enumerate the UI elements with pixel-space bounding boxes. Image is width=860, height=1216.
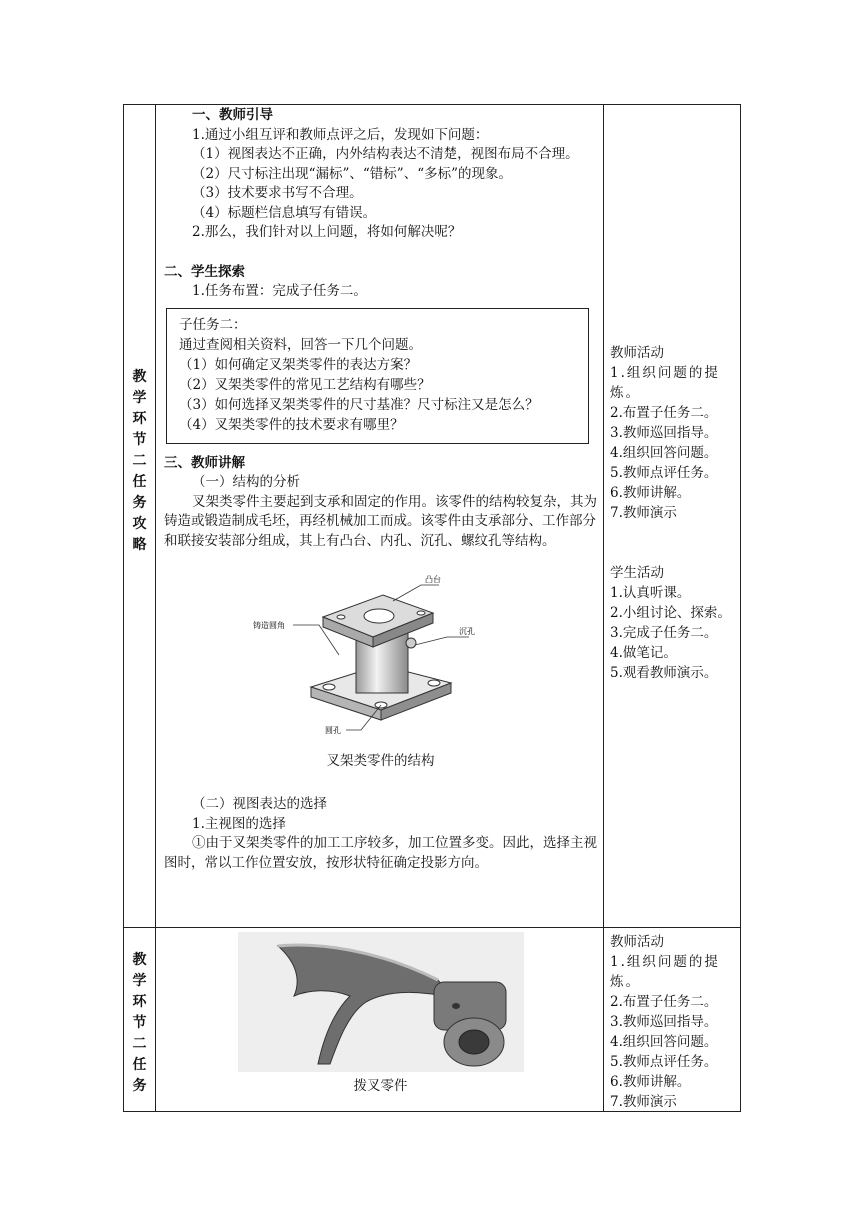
table-row: [124, 105, 740, 928]
lesson-table: [123, 104, 741, 1112]
content-cell: [156, 105, 604, 927]
list-item: 3.教师巡回指导。: [610, 425, 718, 441]
list-item: 4.组织回答问题。: [610, 1034, 718, 1050]
content-cell: [156, 928, 604, 1111]
section-title: 三、教师讲解: [164, 454, 245, 471]
label-tai: 凸台: [424, 575, 441, 584]
fork-part-figure: [238, 932, 524, 1072]
list-item: 1.认真听课。: [610, 585, 691, 601]
stage-label: 教学环节二 任务: [132, 952, 161, 1094]
list-item: 5.教师点评任务。: [610, 1054, 718, 1070]
list-item: 2.小组讨论、探索。: [610, 605, 731, 621]
subheading: 1.主视图的选择: [192, 815, 286, 832]
list-item: 1.组织问题的提炼。: [610, 954, 720, 990]
paragraph: （4）标题栏信息填写有错误。: [192, 204, 377, 221]
teacher-activity-title: 教师活动: [610, 934, 664, 950]
paragraph: （1）视图表达不正确，内外结构表达不清楚，视图布局不合理。: [192, 146, 579, 162]
label-yuan: 圆孔: [324, 726, 341, 735]
label-zhu: 铸造圆角: [252, 621, 285, 630]
list-item: 2.布置子任务二。: [610, 994, 718, 1010]
section-title: 二、学生探索: [164, 263, 245, 280]
bracket-structure-figure: [251, 565, 511, 745]
list-item: 6.教师讲解。: [610, 1074, 691, 1090]
list-item: 5.观看教师演示。: [610, 665, 718, 681]
subtask-box: [166, 308, 589, 444]
list-item: 5.教师点评任务。: [610, 465, 718, 481]
subheading: （二）视图表达的选择: [192, 796, 327, 812]
list-item: 2.布置子任务二。: [610, 405, 718, 421]
stage-label: 教学环节二 任务攻略: [132, 369, 161, 553]
paragraph: （2）尺寸标注出现“漏标”、“错标”、“多标”的现象。: [192, 165, 512, 182]
list-item: 7.教师演示: [610, 505, 677, 521]
section-title: 一、教师引导: [192, 107, 273, 123]
list-item: 1.组织问题的提炼。: [610, 365, 720, 401]
teacher-activity-title: 教师活动: [610, 345, 664, 361]
figure-caption: 叉架类零件的结构: [326, 753, 435, 769]
box-line: （2）叉架类零件的常见工艺结构有哪些？: [179, 376, 431, 393]
list-item: 7.教师演示: [610, 1094, 677, 1110]
paragraph: 1.任务布置：完成子任务二。: [192, 283, 367, 299]
list-item: 3.教师巡回指导。: [610, 1014, 718, 1030]
paragraph: （3）技术要求书写不合理。: [192, 185, 363, 201]
bracket-drawing: [251, 565, 511, 745]
list-item: 4.做笔记。: [610, 645, 677, 661]
box-line: 子任务二：: [179, 316, 247, 333]
list-item: 4.组织回答问题。: [610, 445, 718, 461]
fork-drawing: [238, 932, 524, 1072]
list-item: 6.教师讲解。: [610, 485, 691, 501]
activity-cell: [604, 105, 740, 927]
paragraph: 2.那么，我们针对以上问题，将如何解决呢？: [192, 224, 462, 240]
stage-label-cell: [124, 105, 161, 927]
stage-label-cell: [124, 928, 161, 1111]
box-line: （3）如何选择叉架类零件的尺寸基准？尺寸标注又是怎么？: [179, 396, 539, 413]
paragraph: 叉架类零件主要起到支承和固定的作用。该零件的结构较复杂，其为铸造或锻造制成毛坯，再经机械加工而成。该零件由支承部分、工作部分和联接安装部分组成，其上有凸台、内孔、沉孔、螺纹孔等结构。: [164, 493, 597, 549]
paragraph: ①由于叉架类零件的加工工序较多，加工位置多变。因此，选择主视图时，常以工作位置安放，按形状特征确定投影方向。: [164, 835, 597, 871]
subheading: （一）结构的分析: [192, 474, 300, 490]
figure-caption: 拨叉零件: [353, 1078, 408, 1094]
box-line: （1）如何确定叉架类零件的表达方案？: [179, 356, 418, 373]
activity-cell: [604, 928, 740, 1111]
table-row: [124, 928, 740, 1111]
label-chen: 沉孔: [458, 627, 475, 636]
box-line: （4）叉架类零件的技术要求有哪里？: [179, 416, 404, 433]
box-line: 通过查阅相关资料，回答一下几个问题。: [179, 336, 422, 353]
paragraph: 1.通过小组互评和教师点评之后，发现如下问题：: [192, 126, 489, 143]
student-activity-title: 学生活动: [610, 565, 664, 581]
list-item: 3.完成子任务二。: [610, 625, 718, 641]
